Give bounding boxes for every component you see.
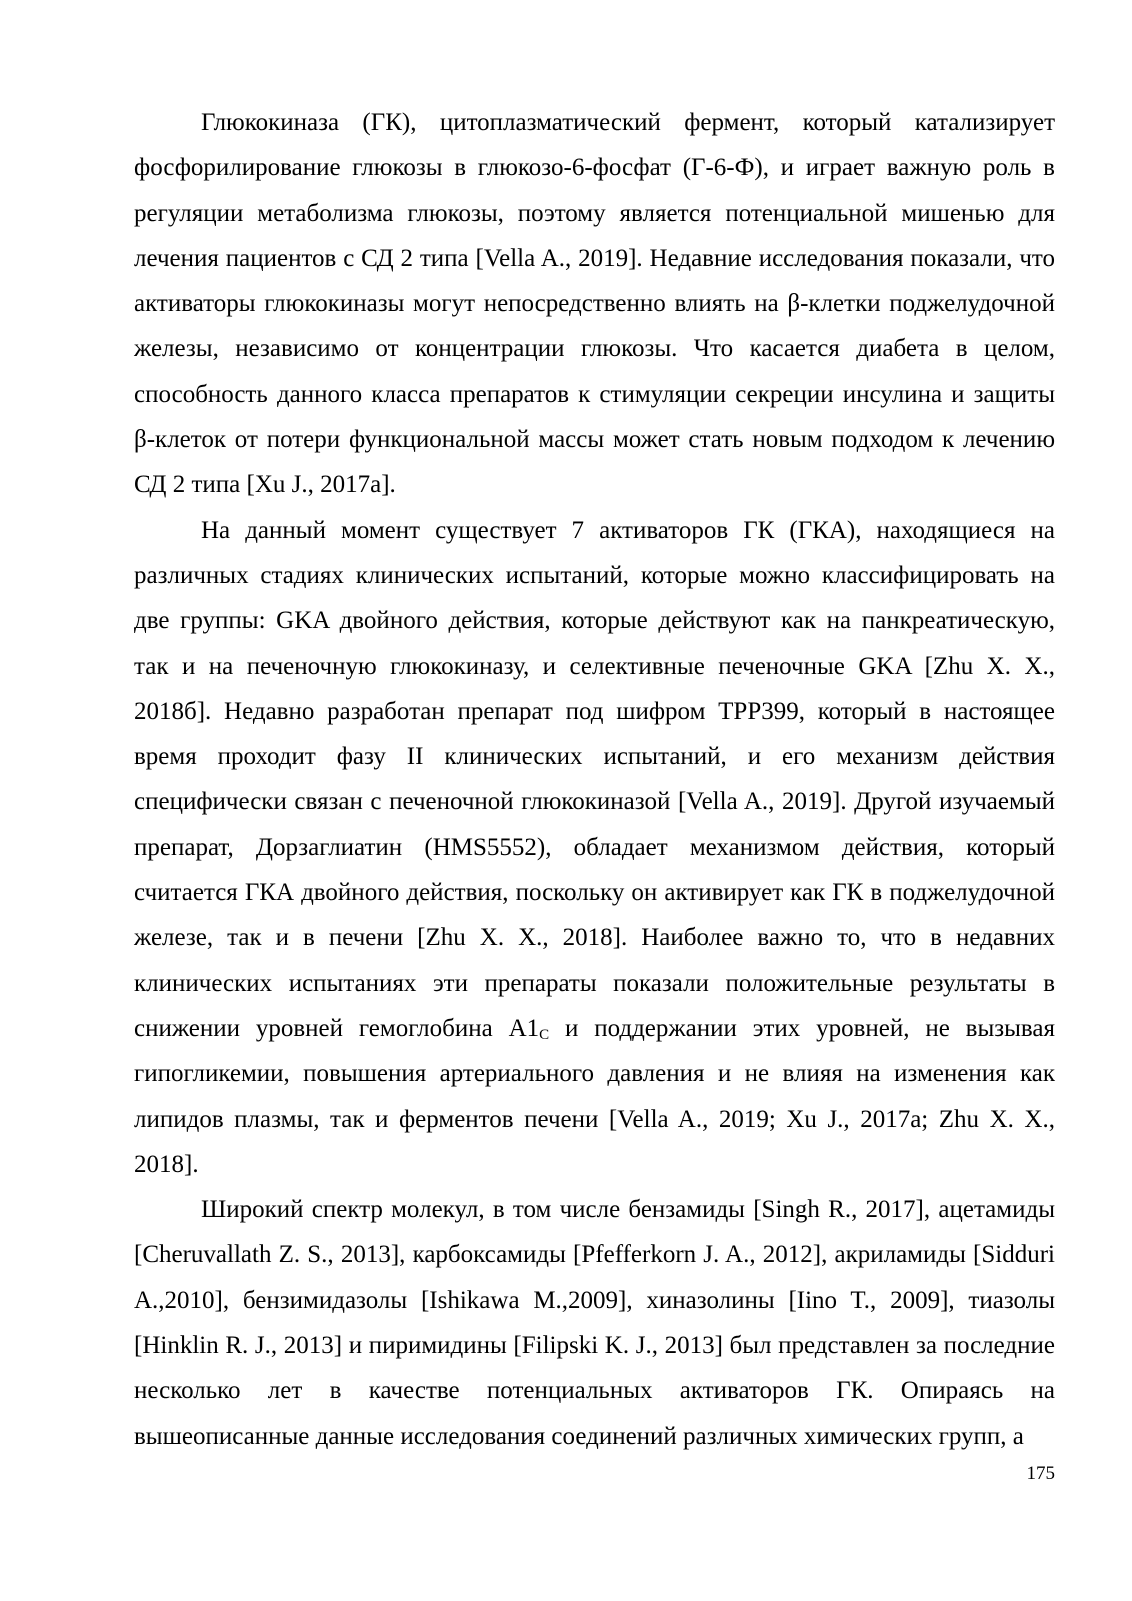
paragraph-gka-clinical-trials: [134, 508, 1055, 1187]
document-page: [134, 100, 1055, 1459]
paragraph-text-before-subscript: На данный момент существует 7 активаторов ГК (ГКА), находящиеся на различных стадиях клинических испытаний, которые можно классифицировать на две группы: GKA двойного действия, которые действуют как на панкреатическую, так и на печеночную глюкокиназу, и селективные печеночные GKA [Zhu X. X., 2018б]. Недавно разработан препарат под шифром TPP399, который в настоящее время проходит фазу II клинических испытаний, и его механизм действия специфически связан с печеночной глюкокиназой [Vella A., 2019]. Другой изучаемый препарат, Дорзаглиатин (HMS5552), обладает механизмом действия, который считается ГКА двойного действия, поскольку он активирует как ГК в поджелудочной железе, так и в печени [Zhu X. X., 2018]. Наиболее важно то, что в недавних клинических испытаниях эти препараты показали положительные результаты в снижении уровней гемоглобина A1: [134, 516, 1055, 1042]
paragraph-molecule-classes: Широкий спектр молекул, в том числе бензамиды [Singh R., 2017], ацетамиды [Cheruvallath Z. S., 2013], карбоксамиды [Pfefferkorn J. A., 2012], акриламиды [Sidduri A.,2010], бензимидазолы [Ishikawa M.,2009], хиназолины [Iino T., 2009], тиазолы [Hinklin R. J., 2013] и пиримидины [Filipski K. J., 2013] был представлен за последние несколько лет в качестве потенциальных активаторов ГК. Опираясь на вышеописанные данные исследования соединений различных химических групп, а: [134, 1196, 1055, 1450]
hba1c-subscript: C: [539, 1026, 550, 1043]
paragraph-glucokinase-intro: Глюкокиназа (ГК), цитоплазматический фермент, который катализирует фосфорилирование глюкозы в глюкозо-6-фосфат (Г-6-Ф), и играет важную роль в регуляции метаболизма глюкозы, поэтому является потенциальной мишенью для лечения пациентов с СД 2 типа [Vella A., 2019]. Недавние исследования показали, что активаторы глюкокиназы могут непосредственно влиять на β-клетки поджелудочной железы, независимо от концентрации глюкозы. Что касается диабета в целом, способность данного класса препаратов к стимуляции секреции инсулина и защиты β-клеток от потери функциональной массы может стать новым подходом к лечению СД 2 типа [Xu J., 2017a].: [134, 109, 1055, 499]
paragraph-text-after-subscript: и поддержании этих уровней, не вызывая гипогликемии, повышения артериального давления и не влияя на изменения как липидов плазмы, так и ферментов печени [Vella A., 2019; Xu J., 2017a; Zhu X. X., 2018].: [134, 1014, 1055, 1178]
page-number: 175: [1026, 1463, 1055, 1484]
